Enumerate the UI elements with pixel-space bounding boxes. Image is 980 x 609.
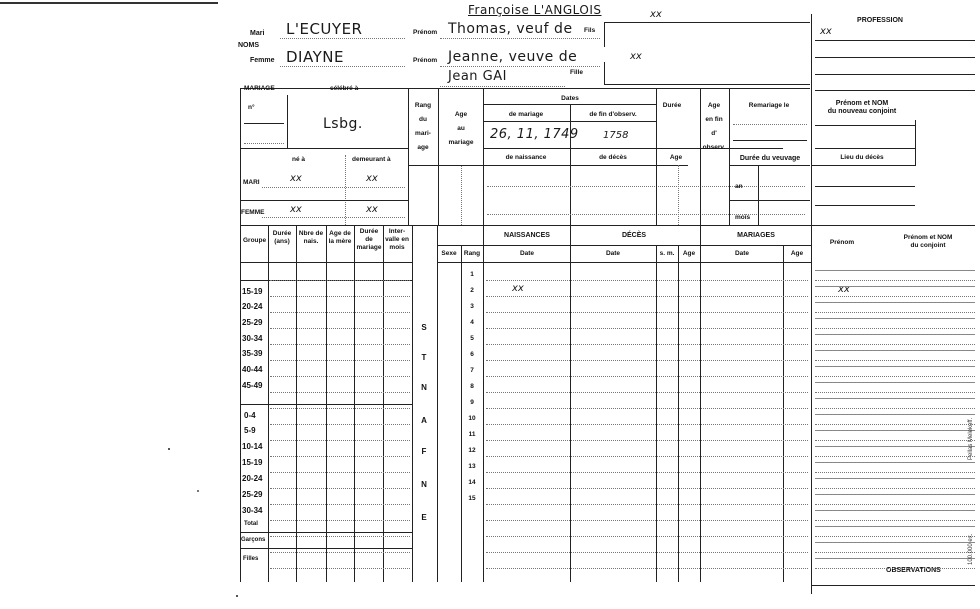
conjoint-row-line — [815, 382, 975, 383]
lieu-deces-label: Lieu du décès — [840, 154, 884, 161]
dates-right-divider — [656, 88, 657, 225]
duree-mariage-label-3: mariage — [356, 244, 382, 251]
enfants-letter: T — [421, 353, 427, 362]
title-mark: xx — [650, 9, 662, 20]
lieu-deces-line-2 — [815, 186, 915, 187]
mariage-no-line-2 — [244, 143, 284, 144]
row-line — [815, 504, 975, 505]
profession-divider — [811, 14, 812, 594]
scan-dust-dot — [236, 595, 238, 597]
rank-number: 12 — [468, 447, 476, 454]
row-line — [486, 312, 808, 313]
ne-a-label: né à — [292, 156, 306, 163]
row-line — [486, 440, 808, 441]
row-line — [486, 328, 808, 329]
group-label: 30-34 — [242, 506, 263, 515]
row-line — [270, 392, 410, 393]
conjoint-row-line — [815, 542, 975, 543]
dates-value-line — [483, 148, 783, 149]
age-fin-label-2: en fin — [705, 116, 723, 123]
group-label: 20-24 — [242, 474, 263, 483]
femme-prenom: Jeanne, veuve de — [448, 49, 578, 65]
row-line — [486, 424, 808, 425]
row-line — [270, 296, 410, 297]
conjoint-row-line — [815, 270, 975, 271]
lieu-deces-line — [811, 165, 916, 166]
dates-sub-line — [483, 165, 688, 166]
group-label: 20-24 — [242, 302, 263, 311]
group-label: 0-4 — [244, 411, 256, 420]
row-line — [270, 472, 410, 473]
group-label: Garçons — [241, 537, 266, 543]
rank-number: 9 — [470, 399, 474, 406]
rank-number: 5 — [470, 335, 474, 342]
mari-name-line — [280, 38, 405, 39]
age-mariage-label-1: Age — [454, 111, 468, 118]
rang-divider — [438, 88, 439, 225]
de-deces-label: de décès — [599, 154, 627, 161]
row-line — [270, 408, 410, 409]
duree-ans-label-1: Durée — [272, 230, 292, 237]
de-mariage-label: de mariage — [508, 111, 544, 118]
deces-date-label: Date — [605, 250, 621, 257]
row-line — [815, 472, 975, 473]
enfants-letter: A — [421, 416, 427, 425]
group-label: 25-29 — [242, 490, 263, 499]
sm-label: s. m. — [659, 250, 675, 257]
lower-top-sub — [437, 245, 811, 246]
row-line — [815, 488, 975, 489]
rank-number: 15 — [468, 495, 476, 502]
de-fin-label: de fin d'observ. — [589, 111, 637, 118]
mariage-no-label: n° — [248, 104, 255, 111]
age-mariage-label-2: au — [457, 125, 465, 132]
mari-prenom: Thomas, veuf de — [448, 21, 573, 37]
fille-label: Fille — [570, 69, 584, 76]
row-line — [815, 344, 975, 345]
rang-label: Rang — [463, 250, 481, 257]
rank-number: 2 — [470, 287, 474, 294]
noms-label: NOMS — [238, 42, 259, 49]
group-label: 30-34 — [242, 334, 263, 343]
row-line — [270, 312, 410, 313]
nbre-nais-label-2: nais. — [303, 238, 319, 245]
femme-name-line — [280, 66, 405, 67]
age-fin-label-4: observ. — [702, 144, 726, 151]
row-line — [486, 296, 808, 297]
row-line — [270, 328, 410, 329]
mariage-left-border — [240, 88, 241, 225]
date-fin-value: 1758 — [603, 130, 629, 141]
naissance-mark: xx — [512, 283, 524, 294]
intervalle-label-2: valle en — [385, 236, 409, 243]
femme-ne-value: xx — [290, 204, 302, 215]
deces-label: DÉCÈS — [621, 232, 647, 239]
row-line — [270, 344, 410, 345]
mari-femme-divider — [240, 200, 408, 201]
scan-dust-dot — [197, 490, 199, 492]
mariage-mid-line — [240, 148, 408, 149]
conjoint-row-line — [815, 414, 975, 415]
rank-number: 13 — [468, 463, 476, 470]
group-label: 25-29 — [242, 318, 263, 327]
rank-number: 6 — [470, 351, 474, 358]
femme-row-label: FEMME — [241, 209, 265, 216]
dates-header-line — [483, 121, 656, 122]
rank-number: 14 — [468, 479, 476, 486]
veuvage-mid-line — [729, 200, 810, 201]
rang-label-4: age — [417, 144, 429, 151]
conjoint-row-line — [815, 350, 975, 351]
row-line — [815, 312, 975, 313]
groupe-label: Groupe — [243, 237, 267, 244]
prenom-mark: xx — [838, 284, 850, 295]
group-label: Total — [244, 521, 258, 527]
row-line — [486, 376, 808, 377]
conjoint-line-1 — [815, 90, 975, 91]
conjoint-line-2 — [815, 125, 915, 126]
duree-mariage-label-2: de — [365, 236, 373, 243]
rank-number: 11 — [468, 431, 476, 438]
nouveau-conjoint-label-1: Prénom et NOM — [835, 100, 889, 107]
age-fin-label-1: Age — [707, 102, 721, 109]
rank-number: 8 — [470, 383, 474, 390]
scan-dust-dot — [168, 448, 170, 450]
femme-prenom2-line — [440, 86, 565, 87]
conjoint-row-line — [815, 398, 975, 399]
age-mere-label-1: Age de — [329, 230, 351, 237]
enfants-divider — [437, 225, 438, 582]
deces-divider — [700, 225, 701, 582]
group-label: 35-39 — [242, 349, 263, 358]
conjoint-row-line — [815, 334, 975, 335]
row-line — [815, 424, 975, 425]
conjoint-row-line — [815, 446, 975, 447]
row-line — [815, 296, 975, 297]
an-label: an — [735, 183, 743, 190]
fils-bracket — [604, 22, 810, 47]
row-line — [815, 552, 975, 553]
group-sep-2 — [240, 404, 412, 405]
row-line — [486, 488, 808, 489]
de-naissance-label: de naissance — [505, 154, 547, 161]
remariage-dot-1 — [733, 124, 807, 125]
row-line — [815, 392, 975, 393]
middle-top-border — [240, 88, 810, 89]
fils-label: Fils — [584, 27, 596, 34]
group-label: 10-14 — [242, 442, 263, 451]
duree-label: Durée — [662, 102, 682, 109]
row-line — [270, 440, 410, 441]
femme-dem-value: xx — [366, 204, 378, 215]
rank-number: 7 — [470, 367, 474, 374]
row-line — [486, 520, 808, 521]
row-line — [486, 280, 808, 281]
conjoint-line-3 — [815, 148, 915, 149]
group-label: 45-49 — [242, 381, 263, 390]
mariage-age-label: Age — [790, 250, 804, 257]
row-line — [270, 520, 410, 521]
mois-label: mois — [735, 214, 751, 221]
enfants-letter: N — [421, 480, 427, 489]
group-sep-4 — [240, 548, 412, 549]
rang-label-1: Rang — [414, 102, 432, 109]
conjoint-row-line — [815, 318, 975, 319]
conjoint-label-1: Prénom et NOM — [903, 234, 953, 241]
row-line — [270, 360, 410, 361]
row-line — [270, 424, 410, 425]
naissance-divider — [570, 225, 571, 582]
rang-label-2: du — [419, 116, 427, 123]
mari-name: L'ECUYER — [286, 20, 363, 38]
conjoint-row-line — [815, 558, 975, 559]
row-line — [815, 568, 975, 569]
duree-ans-label-2: (ans) — [274, 238, 290, 245]
printer-text: Pellas Melekoff. — [968, 417, 974, 460]
rang-age-dotted — [461, 165, 462, 225]
naissance-date-label: Date — [519, 250, 535, 257]
group-label: 5-9 — [244, 426, 256, 435]
conjoint-row-line — [815, 510, 975, 511]
row-line — [815, 328, 975, 329]
conjoint-row-line — [815, 366, 975, 367]
scan-edge-line — [0, 2, 218, 4]
femme-prenom-line — [440, 66, 600, 67]
conjoint-row-line — [815, 462, 975, 463]
mari-dem-value: xx — [366, 173, 378, 184]
profession-line-1 — [815, 40, 975, 41]
femme-name: DIAYNE — [286, 48, 344, 66]
conjoint-row-line — [815, 286, 975, 287]
conjoint-row-line — [815, 526, 975, 527]
mariage-right-divider — [408, 88, 409, 225]
age-divider — [483, 88, 484, 225]
rang-col-divider — [483, 225, 484, 582]
mari-prenom-label: Prénom — [413, 29, 438, 36]
conjoint-row-line — [815, 494, 975, 495]
row-line — [270, 456, 410, 457]
row-line — [486, 344, 808, 345]
sexe-label: Sexe — [441, 250, 457, 257]
mariage-no-line — [244, 123, 284, 124]
fille-bracket — [604, 62, 810, 85]
middle-bottom-border — [240, 225, 975, 226]
rang-age-line — [408, 165, 483, 166]
intervalle-label-3: mois — [389, 244, 405, 251]
group-label: 15-19 — [242, 287, 263, 296]
observations-label: OBSERVATIONS — [886, 567, 941, 574]
mariage-label: MARIAGE — [244, 85, 275, 92]
row-line — [815, 456, 975, 457]
row-line — [815, 360, 975, 361]
mari-prenom-line — [440, 38, 600, 39]
femme-prenom-label: Prénom — [413, 57, 438, 64]
row-line — [270, 488, 410, 489]
row-line — [486, 472, 808, 473]
mariage-inner-divider — [287, 95, 288, 148]
row-line — [815, 376, 975, 377]
group-label: 15-19 — [242, 458, 263, 467]
group-label: Filles — [243, 556, 259, 562]
row-line — [486, 552, 808, 553]
row-line — [815, 536, 975, 537]
enfants-letter: F — [421, 447, 427, 456]
profession-label: PROFESSION — [857, 17, 903, 24]
duree-divider — [700, 88, 701, 225]
age-dotted — [678, 165, 679, 225]
row-line — [815, 280, 975, 281]
date-mariage-value: 26, 11, 1749 — [490, 127, 579, 142]
age-mariage-label-3: mariage — [448, 139, 474, 146]
mariage-lieu: Lsbg. — [323, 116, 363, 132]
row-line — [486, 408, 808, 409]
age-fin-label-3: d' — [711, 130, 717, 137]
rank-number: 10 — [468, 415, 476, 422]
conjoint-label-2: du conjoint — [910, 242, 946, 249]
rank-number: 1 — [470, 271, 474, 278]
profession-line-2 — [815, 57, 975, 58]
duree-mariage-label-1: Durée — [359, 228, 379, 235]
mariages-label: MARIAGES — [737, 232, 775, 239]
demeurant-label: demeurant à — [352, 156, 391, 163]
mari-row-line — [262, 187, 405, 188]
row-line — [486, 360, 808, 361]
row-line — [270, 376, 410, 377]
row-line — [815, 440, 975, 441]
row-line — [486, 392, 808, 393]
conjoint-row-line — [815, 430, 975, 431]
row-line — [270, 552, 410, 553]
row-line — [270, 536, 410, 537]
veuvage-divider — [758, 165, 759, 225]
celebre-label: célébré à — [330, 85, 359, 92]
enfants-letter: E — [421, 513, 427, 522]
prenom-label: Prénom — [829, 239, 855, 246]
age-fin-divider — [729, 88, 730, 225]
row-line — [486, 536, 808, 537]
enfants-letter: S — [421, 323, 427, 332]
row-line — [270, 568, 410, 569]
conjoint-right — [915, 120, 916, 165]
mariage-date-label: Date — [734, 250, 750, 257]
conjoint-row-line — [815, 478, 975, 479]
row-line — [486, 456, 808, 457]
mari-ne-value: xx — [290, 173, 302, 184]
mari-row-label: MARI — [243, 179, 260, 186]
rank-number: 4 — [470, 319, 474, 326]
row-line — [486, 568, 808, 569]
dates-label: Dates — [561, 95, 579, 102]
conjoint-row-line — [815, 302, 975, 303]
lieu-deces-line-3 — [815, 205, 915, 206]
enfants-letter: N — [421, 383, 427, 392]
mari-label: Mari — [250, 30, 265, 37]
remariage-line — [733, 140, 807, 141]
remariage-label: Remariage le — [748, 102, 790, 109]
veuvage-line — [729, 165, 810, 166]
title-handwritten: Françoise L'ANGLOIS — [468, 3, 602, 17]
row-line — [815, 520, 975, 521]
femme-prenom-2: Jean GAI — [448, 69, 507, 84]
enfants-header-line — [437, 262, 811, 263]
femme-label: Femme — [250, 57, 275, 64]
group-label: 40-44 — [242, 365, 263, 374]
nouveau-conjoint-label-2: du nouveau conjoint — [827, 108, 897, 115]
fille-mark: xx — [630, 51, 642, 62]
row-line — [815, 408, 975, 409]
nbre-nais-label-1: Nbre de — [298, 230, 324, 237]
profession-line-3 — [815, 74, 975, 75]
rang-label-3: mari- — [415, 130, 431, 137]
mariage-col-divider — [345, 155, 346, 225]
group-sep-3 — [240, 532, 412, 533]
femme-row-line — [262, 217, 405, 218]
row-line — [270, 504, 410, 505]
deces-age-label: Age — [682, 250, 696, 257]
sexe-divider — [461, 245, 462, 582]
intervalle-label-1: Inter- — [388, 228, 406, 235]
row-line — [486, 504, 808, 505]
rank-number: 3 — [470, 303, 474, 310]
copies-text: 100.000 ex. — [968, 533, 974, 565]
naissances-label: NAISSANCES — [504, 232, 550, 239]
duree-veuvage-label: Durée du veuvage — [739, 155, 801, 162]
age-label: Age — [669, 154, 683, 161]
row-line — [270, 280, 410, 281]
profession-value: xx — [820, 26, 832, 37]
observations-line — [811, 585, 975, 586]
age-mere-label-2: la mère — [328, 238, 352, 245]
intervalle-divider — [412, 225, 413, 582]
